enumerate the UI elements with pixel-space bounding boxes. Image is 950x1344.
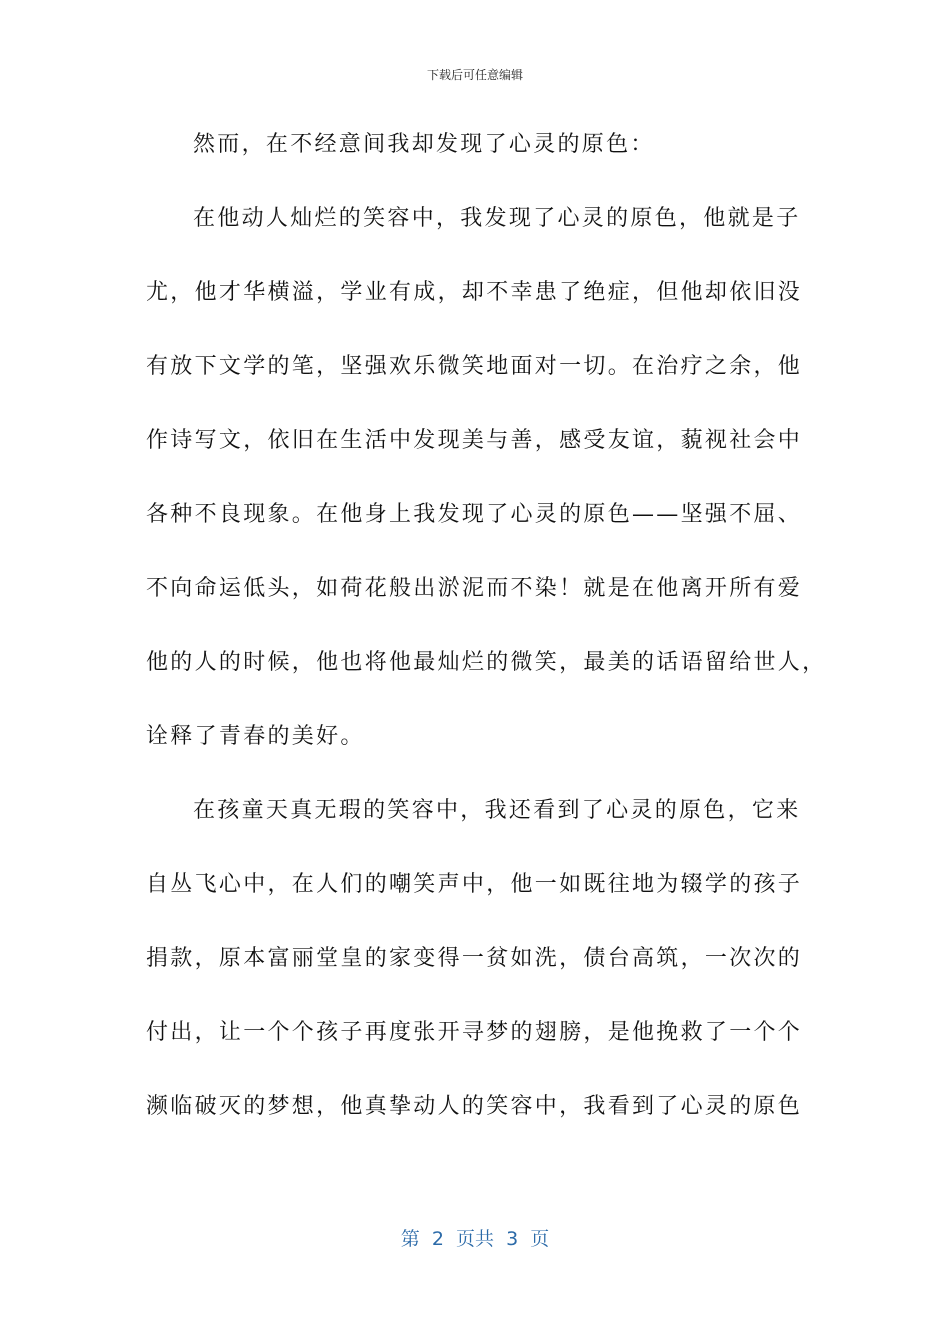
text-line: 濒临破灭的梦想，他真挚动人的笑容中，我看到了心灵的原色 bbox=[146, 1094, 803, 1119]
text-line: 尤，他才华横溢，学业有成，却不幸患了绝症，但他却依旧没 bbox=[146, 280, 803, 305]
text-line: 在孩童天真无瑕的笑容中，我还看到了心灵的原色，它来 bbox=[193, 798, 801, 823]
text-line: 付出，让一个个孩子再度张开寻梦的翅膀，是他挽救了一个个 bbox=[146, 1020, 803, 1045]
text-line: 各种不良现象。在他身上我发现了心灵的原色——坚强不屈、 bbox=[146, 502, 803, 527]
text-line: 在他动人灿烂的笑容中，我发现了心灵的原色，他就是子 bbox=[193, 206, 801, 231]
text-line: 然而，在不经意间我却发现了心灵的原色： bbox=[193, 132, 655, 157]
page-number-footer: 第 2 页共 3 页 bbox=[400, 1228, 550, 1250]
text-line: 不向命运低头，如荷花般出淤泥而不染！就是在他离开所有爱 bbox=[146, 576, 803, 601]
document-body bbox=[146, 128, 827, 1164]
text-line: 他的人的时候，他也将他最灿烂的微笑，最美的话语留给世人， bbox=[146, 650, 827, 675]
text-line: 自丛飞心中，在人们的嘲笑声中，他一如既往地为辍学的孩子 bbox=[146, 872, 803, 897]
text-line: 作诗写文，依旧在生活中发现美与善，感受友谊，藐视社会中 bbox=[146, 428, 803, 453]
text-line: 捐款，原本富丽堂皇的家变得一贫如洗，债台高筑，一次次的 bbox=[146, 946, 803, 971]
header-note: 下载后可任意编辑 bbox=[426, 68, 523, 82]
text-line: 诠释了青春的美好。 bbox=[146, 724, 365, 749]
text-line: 有放下文学的笔，坚强欢乐微笑地面对一切。在治疗之余，他 bbox=[146, 354, 803, 379]
